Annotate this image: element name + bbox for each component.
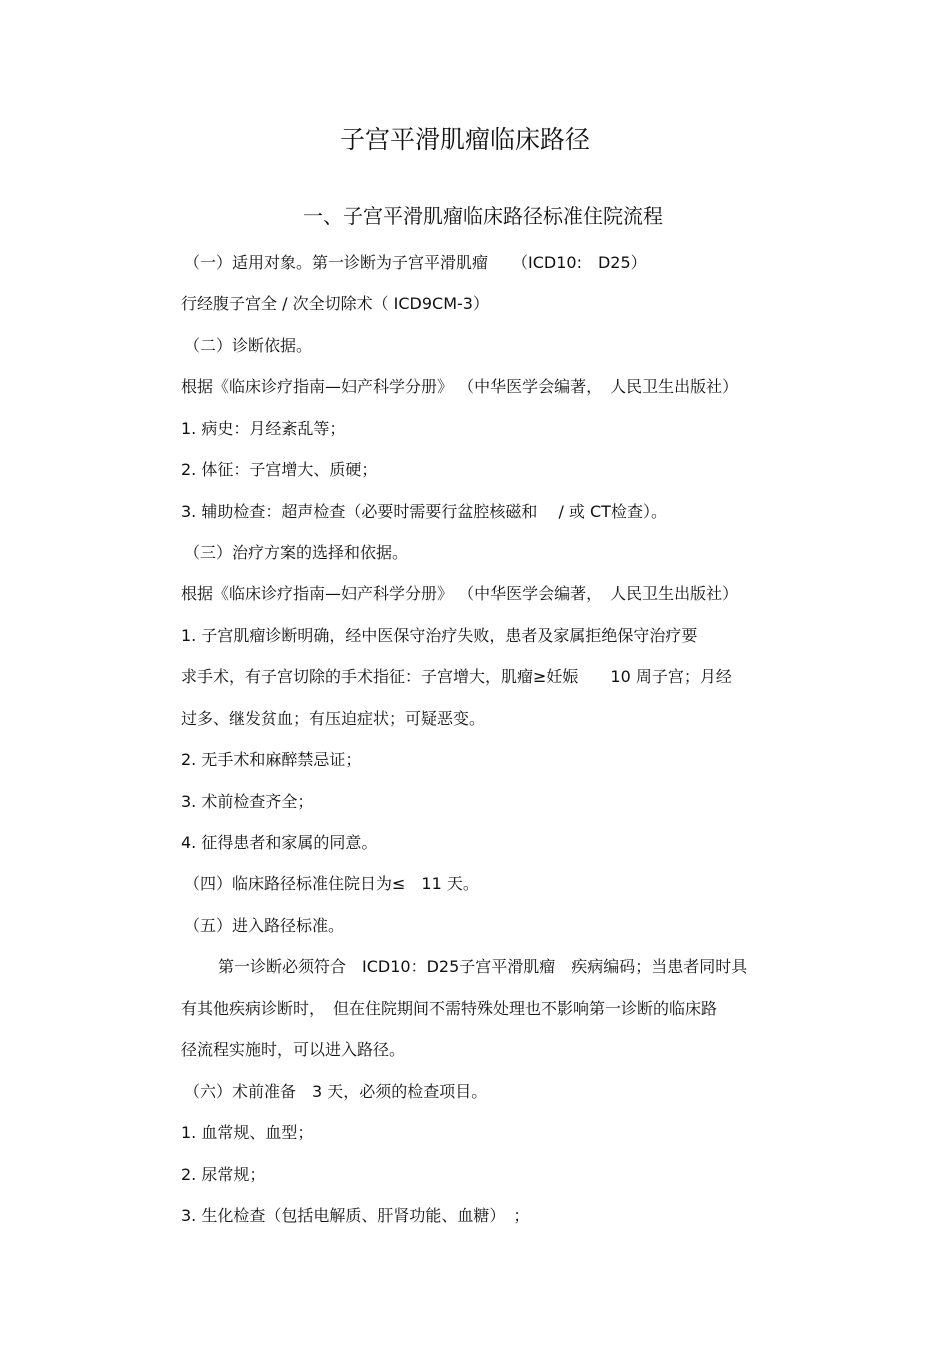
text-line: （二）诊断依据。 xyxy=(184,336,313,355)
text-line: 3. 术前检查齐全； xyxy=(181,792,314,811)
text-line: 径流程实施时，可以进入路径。 xyxy=(181,1040,406,1059)
section-heading: 一、子宫平滑肌瘤临床路径标准住院流程 xyxy=(303,204,663,228)
text-line: 4. 征得患者和家属的同意。 xyxy=(181,833,378,852)
text-line: 1. 子宫肌瘤诊断明确，经中医保守治疗失败，患者及家属拒绝保守治疗要 xyxy=(181,626,698,645)
text-line: 求手术，有子宫切除的手术指征：子宫增大，肌瘤≥妊娠 10 周子宫；月经 xyxy=(181,667,732,686)
text-line: 3. 辅助检查：超声检查（必要时需要行盆腔核磁和 / 或 CT检查）。 xyxy=(181,502,667,521)
text-line: （一）适用对象。第一诊断为子宫平滑肌瘤 （ICD10: D25） xyxy=(184,253,647,272)
text-line: 2. 尿常规； xyxy=(181,1165,266,1184)
text-line: 过多、继发贫血；有压迫症状；可疑恶变。 xyxy=(181,709,486,728)
text-line: 1. 血常规、血型； xyxy=(181,1123,314,1142)
text-line: 3. 生化检查（包括电解质、肝肾功能、血糖） ； xyxy=(181,1206,530,1225)
text-line: （三）治疗方案的选择和依据。 xyxy=(184,543,409,562)
text-line: 有其他疾病诊断时， 但在住院期间不需特殊处理也不影响第一诊断的临床路 xyxy=(181,999,718,1018)
text-line: 2. 体征：子宫增大、质硬； xyxy=(181,460,378,479)
text-line: 1. 病史：月经紊乱等； xyxy=(181,419,346,438)
text-line: 根据《临床诊疗指南—妇产科学分册》 （中华医学会编著， 人民卫生出版社） xyxy=(181,377,739,396)
text-line: （六）术前准备 3 天，必须的检查项目。 xyxy=(184,1082,488,1101)
text-line: 2. 无手术和麻醉禁忌证； xyxy=(181,750,362,769)
text-line: 第一诊断必须符合 ICD10：D25子宫平滑肌瘤 疾病编码；当患者同时具 xyxy=(218,957,748,976)
text-line: （五）进入路径标准。 xyxy=(184,916,345,935)
text-line: （四）临床路径标准住院日为≤ 11 天。 xyxy=(184,874,479,893)
document-title: 子宫平滑肌瘤临床路径 xyxy=(339,125,590,154)
text-line: 行经腹子宫全 / 次全切除术（ ICD9CM-3） xyxy=(181,294,489,313)
text-line: 根据《临床诊疗指南—妇产科学分册》 （中华医学会编著， 人民卫生出版社） xyxy=(181,584,739,603)
